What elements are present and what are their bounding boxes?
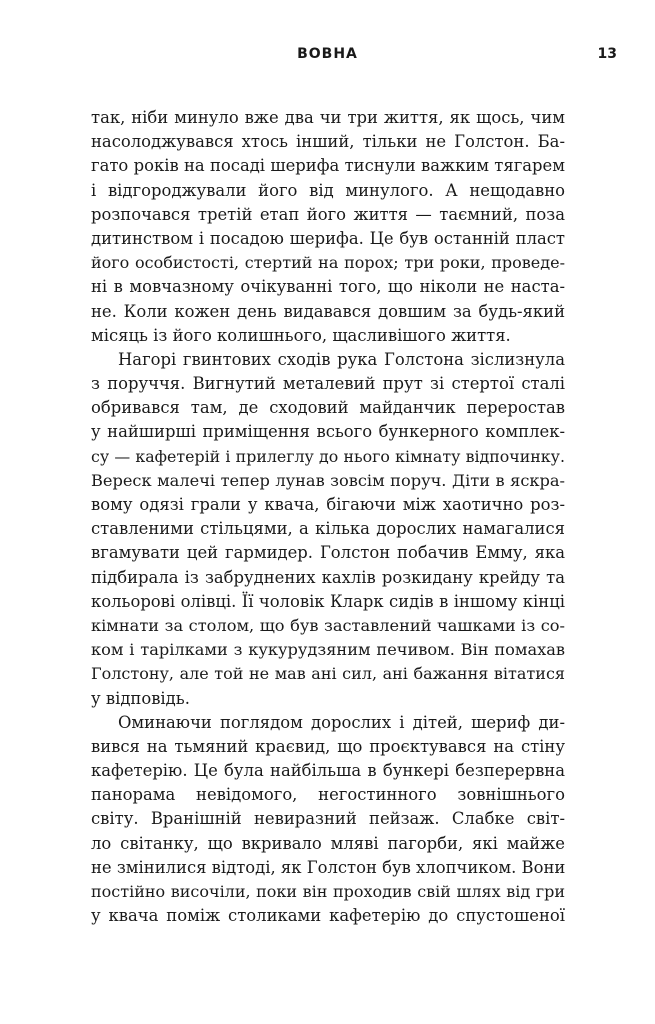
text-line: світу. Вранішній невиразний пейзаж. Слабке світ- [91, 809, 565, 829]
text-line: у відповідь. [91, 688, 190, 708]
text-line: ло світанку, що вкривало мляві пагорби, які майже [91, 833, 565, 853]
paragraph [91, 711, 565, 929]
text-line: су — кафетерій і прилеглу до нього кімнату відпочинку. [91, 446, 565, 466]
text-line: розпочався третій етап його життя — таємний, поза [91, 204, 565, 224]
text-line: ні в мовчазному очікуванні того, що ніколи не наста- [91, 277, 565, 297]
text-line: Вереск малечі тепер лунав зовсім поруч. Діти в яскра- [91, 470, 565, 490]
text-line: кафетерію. Це була найбільша в бункері безперервна [91, 761, 565, 781]
text-line: його особистості, стертий на порох; три роки, проведе- [91, 253, 565, 273]
text-line: постійно височіли, поки він проходив свій шлях від гри [91, 882, 565, 901]
text-line: так, ніби минуло вже два чи три життя, як щось, чим [91, 108, 565, 127]
text-line: вому одязі грали у квача, бігаючи між хаотично роз- [91, 495, 565, 514]
text-line: гато років на посаді шерифа тиснули важким тягарем [91, 156, 565, 176]
text-line: обривався там, де сходовий майданчик переростав [91, 398, 565, 418]
text-line: ставленими стільцями, а кілька дорослих намагалися [91, 519, 565, 539]
running-title: ВОВНА [297, 46, 358, 62]
text-line: Голстону, але той не мав ані сил, ані бажання вітатися [91, 664, 565, 684]
text-line: Оминаючи поглядом дорослих і дітей, шериф ди- [118, 712, 565, 732]
page-number: 13 [597, 46, 617, 62]
text-line: у квача поміж столиками кафетерію до спустошеної [91, 906, 565, 926]
text-line: дитинством і посадою шерифа. Це був останній пласт [91, 228, 565, 248]
text-line: підбирала із забруднених кахлів розкидану крейду та [91, 567, 565, 587]
text-line: кімнати за столом, що був заставлений чашками із со- [91, 615, 565, 635]
text-line: кольорові олівці. Її чоловік Кларк сидів в іншому кінці [91, 591, 565, 611]
text-line: панорама невідомого, негостинного зовнішнього [91, 785, 565, 805]
body-text [91, 106, 565, 928]
text-line: вився на тьмяний краєвид, що проєктувався на стіну [91, 736, 565, 756]
text-line: і відгороджували його від минулого. А нещодавно [91, 180, 565, 200]
text-line: вгамувати цей гармидер. Голстон побачив Емму, яка [91, 543, 565, 563]
text-line: не змінилися відтоді, як Голстон був хлопчиком. Вони [91, 857, 566, 877]
text-line: насолоджувався хтось інший, тільки не Голстон. Ба- [91, 132, 565, 152]
text-line: ком і тарілками з кукурудзяним печивом. Він помахав [91, 640, 565, 660]
paragraph [91, 348, 565, 711]
text-line: з поруччя. Вигнутий металевий прут зі стертої сталі [91, 374, 565, 394]
paragraph [91, 106, 565, 348]
text-line: місяць із його колишнього, щасливішого життя. [91, 325, 511, 345]
running-head [0, 46, 655, 70]
text-line: у найширші приміщення всього бункерного комплек- [91, 422, 565, 442]
text-line: Нагорі гвинтових сходів рука Голстона зіслизнула [118, 349, 565, 369]
text-line: не. Коли кожен день видавався довшим за будь-який [91, 301, 565, 321]
